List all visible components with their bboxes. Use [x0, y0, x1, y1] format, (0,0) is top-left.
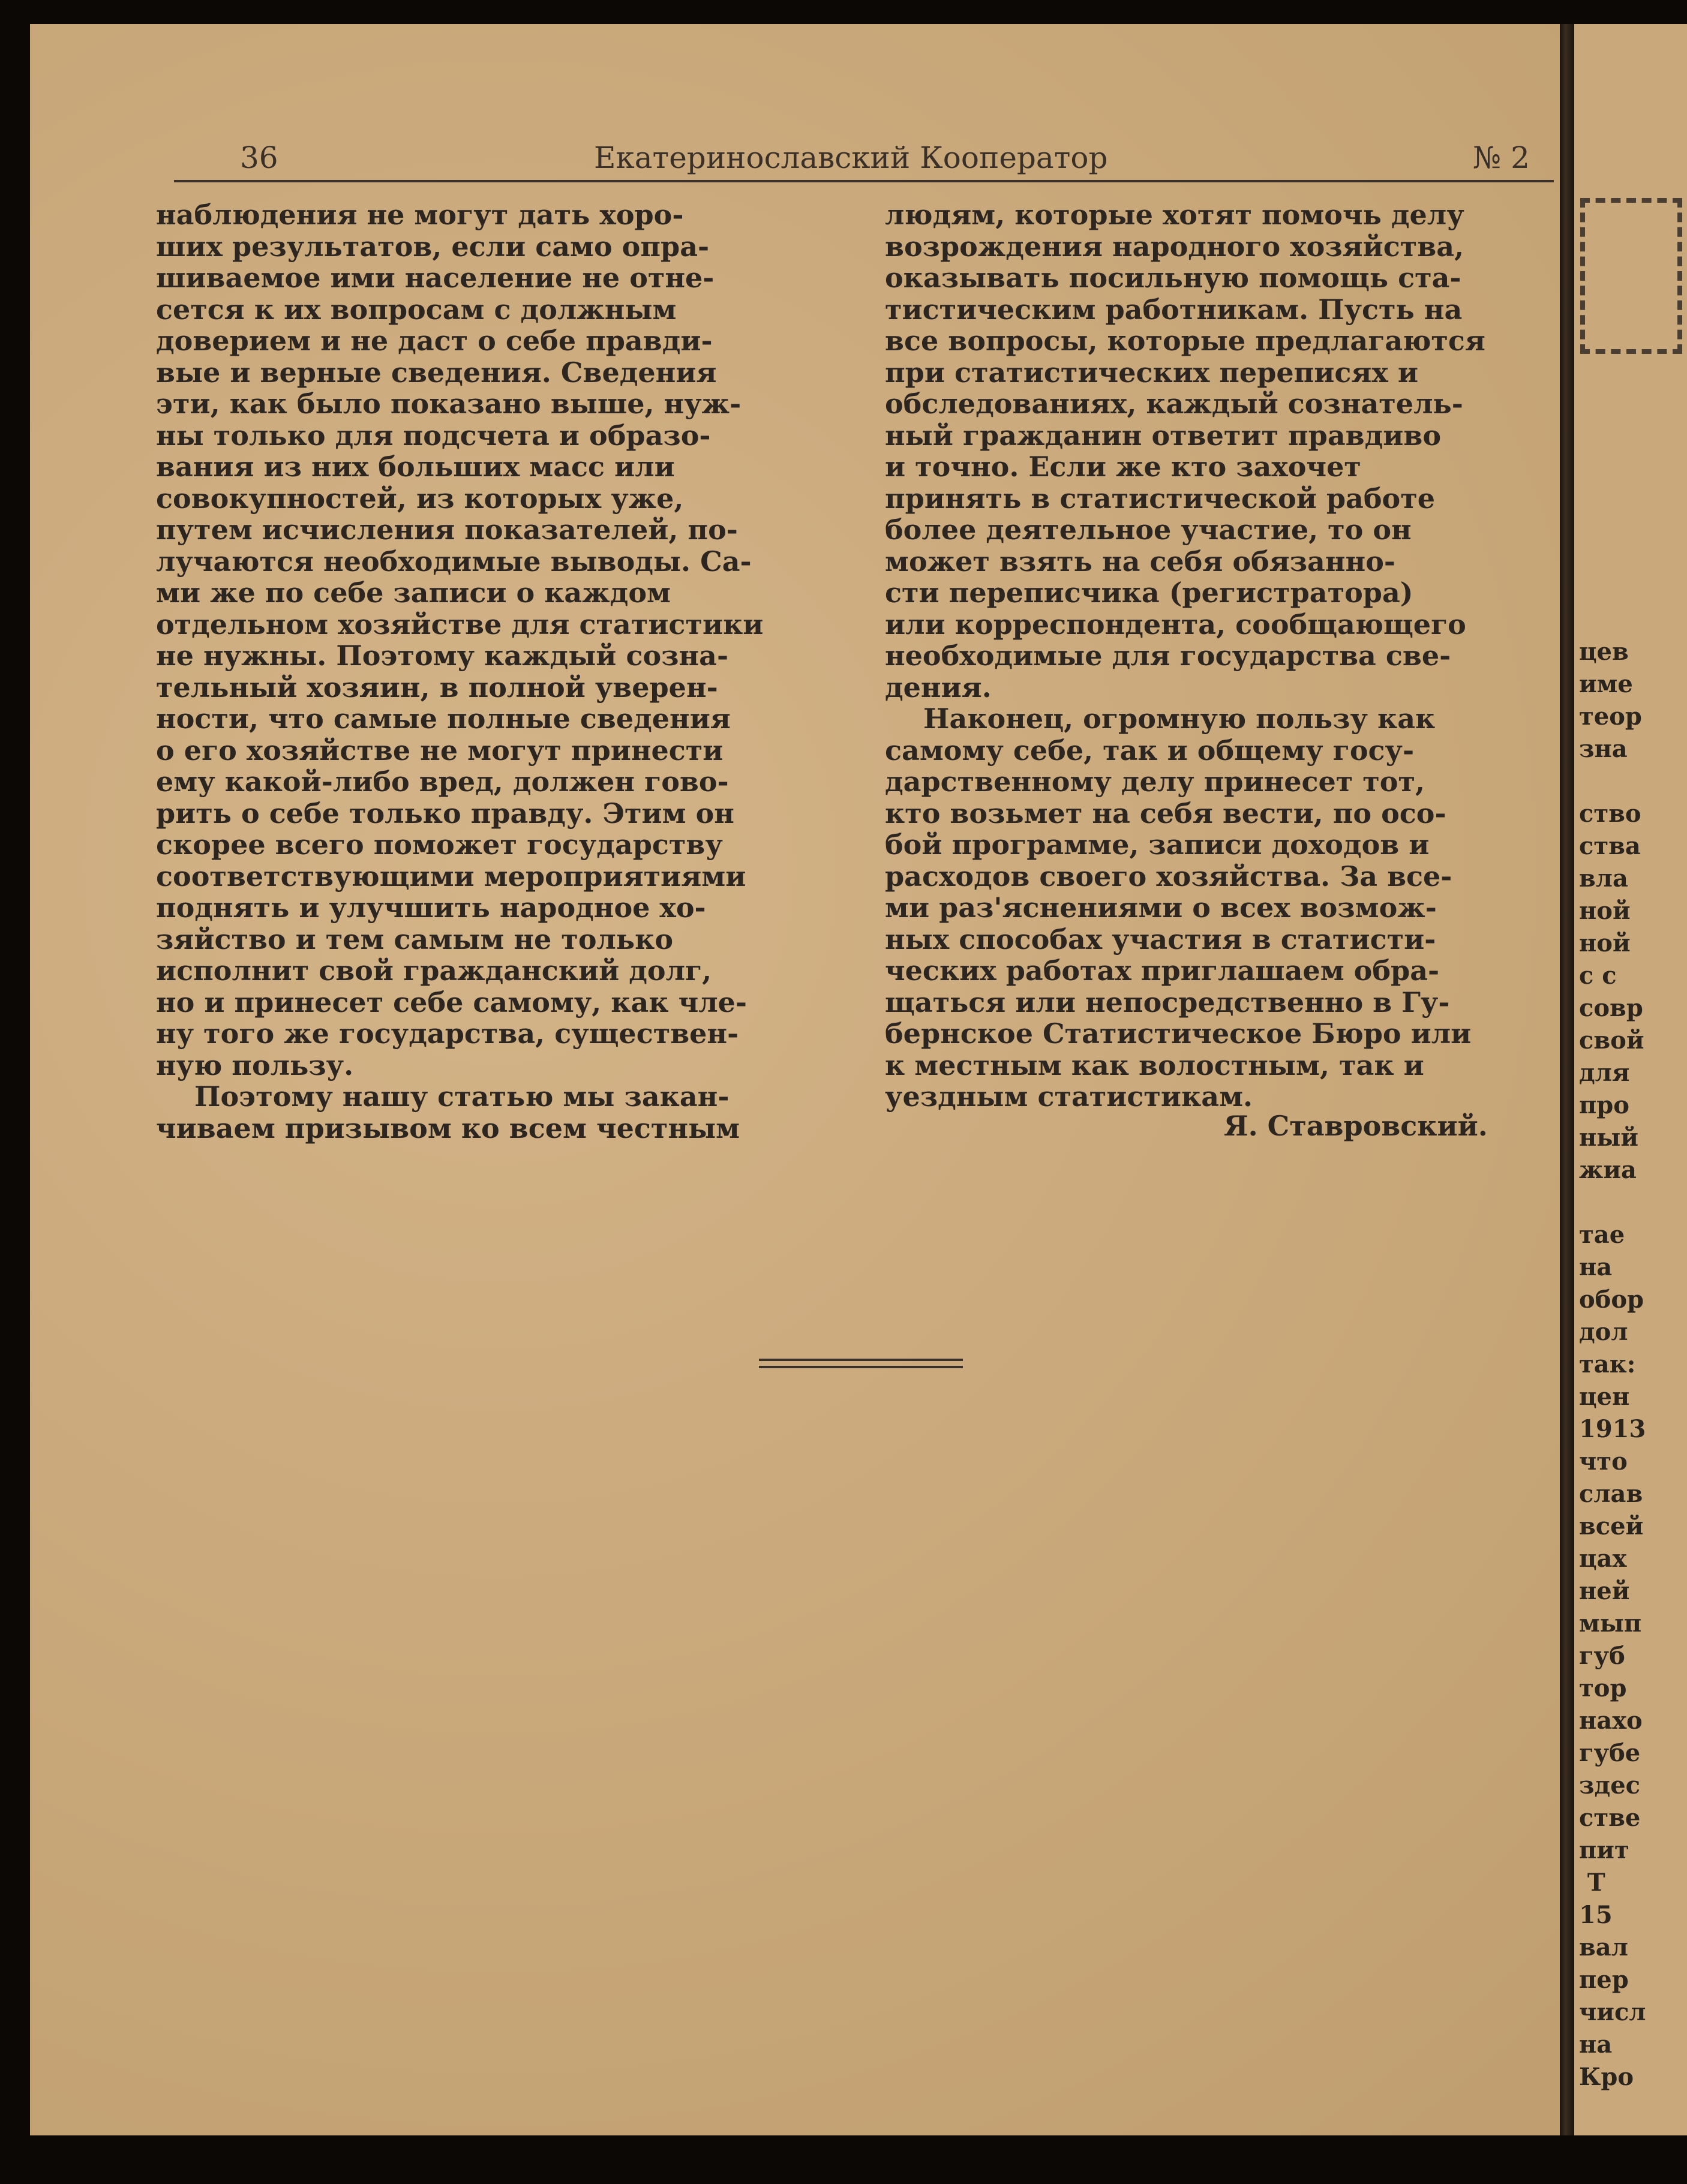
- text-line: дения.: [885, 671, 992, 704]
- text-line: возрождения народного хозяйства,: [885, 230, 1464, 263]
- fragment-line: пер: [1579, 1966, 1629, 1994]
- text-line: тистическим работникам. Пусть на: [885, 293, 1463, 326]
- text-line: ности, что самые полные сведения: [156, 702, 731, 735]
- text-line: совокупностей, из которых уже,: [156, 482, 684, 515]
- text-line: ный гражданин ответит правдиво: [885, 419, 1442, 452]
- fragment-line: ства: [1579, 832, 1641, 860]
- fragment-line: цен: [1579, 1383, 1630, 1411]
- text-line: принять в статистической работе: [885, 482, 1435, 515]
- ornament-frame: [1580, 198, 1682, 354]
- fragment-line: обор: [1579, 1285, 1644, 1314]
- issue-number: № 2: [1472, 140, 1530, 175]
- text-line: вые и верные сведения. Сведения: [156, 356, 717, 389]
- fragment-line: жиа: [1579, 1156, 1637, 1184]
- page-number: 36: [240, 140, 278, 175]
- text-line: ную пользу.: [156, 1049, 354, 1082]
- fragment-line: губ: [1579, 1642, 1625, 1670]
- fragment-line: числ: [1579, 1998, 1646, 2026]
- fragment-line: цах: [1579, 1545, 1627, 1573]
- fragment-line: что: [1579, 1447, 1628, 1476]
- author-signature: Я. Ставровский.: [1224, 1110, 1488, 1142]
- text-line: рить о себе только правду. Этим он: [156, 797, 734, 830]
- page-header: [174, 139, 1554, 182]
- text-line: тельный хозяин, в полной уверен-: [156, 671, 718, 704]
- text-line: ми раз'яснениями о всех возмож-: [885, 891, 1437, 924]
- text-line: дарственному делу принесет тот,: [885, 765, 1425, 798]
- left-column: [156, 199, 870, 1144]
- text-line: кто возьмет на себя вести, по осо-: [885, 797, 1446, 830]
- fragment-line: совр: [1579, 994, 1643, 1022]
- fragment-line: ной: [1579, 929, 1631, 957]
- fragment-line: здес: [1579, 1771, 1640, 1800]
- text-line: расходов своего хозяйства. За все-: [885, 860, 1452, 893]
- text-line: лучаются необходимые выводы. Са-: [156, 545, 752, 578]
- fragment-line: име: [1579, 670, 1633, 698]
- text-line: самому себе, так и общему госу-: [885, 734, 1415, 767]
- text-line: ческих работах приглашаем обра-: [885, 954, 1440, 987]
- fragment-line: тае: [1579, 1221, 1625, 1249]
- fragment-line: дол: [1579, 1318, 1628, 1346]
- fragment-line: вла: [1579, 864, 1628, 893]
- section-divider: [759, 1359, 963, 1368]
- fragment-line: всей: [1579, 1512, 1644, 1540]
- text-line: скорее всего поможет государству: [156, 828, 723, 861]
- fragment-line: [1579, 1186, 1604, 1219]
- text-line: и точно. Если же кто захочет: [885, 450, 1361, 483]
- text-line: обследованиях, каждый сознатель-: [885, 387, 1463, 420]
- fragment-line: нахо: [1579, 1707, 1643, 1735]
- fragment-line: с с: [1579, 962, 1617, 990]
- text-line: ну того же государства, существен-: [156, 1017, 739, 1050]
- text-line: не нужны. Поэтому каждый созна-: [156, 639, 729, 672]
- fragment-line: слав: [1579, 1480, 1643, 1508]
- fragment-line: стве: [1579, 1804, 1641, 1832]
- fragment-line: на: [1579, 1253, 1621, 1281]
- text-line: путем исчисления показателей, по-: [156, 513, 738, 546]
- text-line: исполнит свой гражданский долг,: [156, 954, 712, 987]
- text-line: или корреспондента, сообщающего: [885, 608, 1466, 641]
- text-line: ему какой-либо вред, должен гово-: [156, 765, 729, 798]
- text-line: ны только для подсчета и образо-: [156, 419, 711, 452]
- fragment-line: ной: [1579, 897, 1631, 925]
- text-line: может взять на себя обязанно-: [885, 545, 1395, 578]
- fragment-line: на: [1579, 2030, 1621, 2059]
- fragment-line: ней: [1579, 1577, 1630, 1605]
- text-line: чиваем призывом ко всем честным: [156, 1111, 740, 1144]
- fragment-line: мып: [1579, 1609, 1642, 1638]
- text-line: бернское Статистическое Бюро или: [885, 1017, 1472, 1050]
- fragment-line: свой: [1579, 1026, 1644, 1055]
- text-line: людям, которые хотят помочь делу: [885, 199, 1464, 231]
- text-line: поднять и улучшить народное хо-: [156, 891, 706, 924]
- text-line: более деятельное участие, то он: [885, 513, 1412, 546]
- fragment-line: теор: [1579, 702, 1642, 731]
- fragment-line: тор: [1579, 1674, 1627, 1702]
- text-line: щаться или непосредственно в Гу-: [885, 986, 1450, 1019]
- fragment-line: так:: [1579, 1350, 1636, 1378]
- text-line: эти, как было показано выше, нуж-: [156, 387, 742, 420]
- text-line: о его хозяйстве не могут принести: [156, 734, 724, 767]
- fragment-line: ный: [1579, 1123, 1639, 1152]
- text-line: зяйство и тем самым не только: [156, 923, 674, 956]
- text-line: соответствующими мероприятиями: [156, 860, 746, 893]
- fragment-line: цев: [1579, 638, 1629, 666]
- fragment-line: Т: [1579, 1868, 1605, 1897]
- fragment-line: 1913: [1579, 1415, 1646, 1443]
- text-line: Поэтому нашу статью мы закан-: [156, 1080, 730, 1113]
- text-line: необходимые для государства све-: [885, 639, 1451, 672]
- adjacent-page-fragment: [1574, 24, 1687, 2135]
- text-line: ных способах участия в статисти-: [885, 923, 1436, 956]
- fragment-line: Кро: [1579, 2063, 1634, 2091]
- text-line: но и принесет себе самому, как чле-: [156, 986, 748, 1019]
- text-line: оказывать посильную помощь ста-: [885, 262, 1461, 294]
- fragment-line: вал: [1579, 1933, 1628, 1961]
- text-line: доверием и не даст о себе правди-: [156, 325, 713, 357]
- fragment-line: для: [1579, 1059, 1630, 1087]
- fragment-line: пит: [1579, 1836, 1629, 1864]
- journal-title: Екатеринославский Кооператор: [594, 140, 1108, 175]
- text-line: сется к их вопросам с должным: [156, 293, 677, 326]
- text-line: вания из них больших масс или: [156, 450, 675, 483]
- fragment-line: ство: [1579, 800, 1641, 828]
- text-line: ми же по себе записи о каждом: [156, 576, 671, 609]
- fragment-line: зна: [1579, 735, 1628, 763]
- text-line: отдельном хозяйстве для статистики: [156, 608, 764, 641]
- text-line: Наконец, огромную пользу как: [885, 702, 1436, 735]
- text-line: ших результатов, если само опра-: [156, 230, 710, 263]
- text-line: уездным статистикам.: [885, 1080, 1253, 1113]
- text-line: при статистических переписях и: [885, 356, 1418, 389]
- text-line: все вопросы, которые предлагаются: [885, 325, 1485, 357]
- fragment-line: про: [1579, 1091, 1629, 1119]
- text-line: к местным как волостным, так и: [885, 1049, 1424, 1082]
- fragment-line: 15: [1579, 1901, 1613, 1929]
- right-column: [885, 199, 1569, 1113]
- text-line: сти переписчика (регистратора): [885, 576, 1413, 609]
- text-line: бой программе, записи доходов и: [885, 828, 1430, 861]
- fragment-line: губе: [1579, 1739, 1641, 1767]
- text-line: шиваемое ими население не отне-: [156, 262, 715, 294]
- text-line: наблюдения не могут дать хоро-: [156, 199, 684, 231]
